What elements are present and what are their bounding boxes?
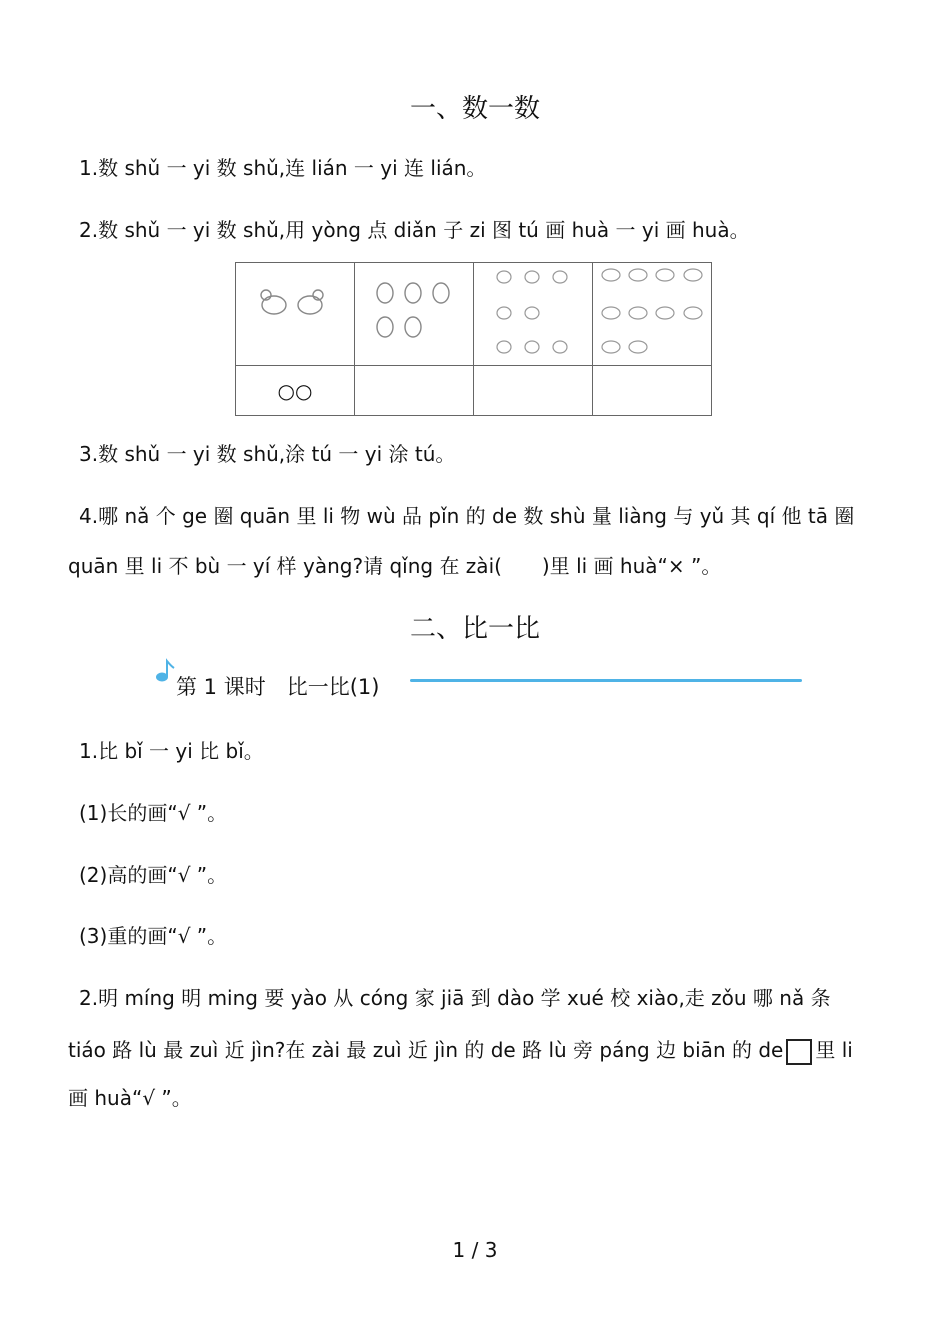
music-note-icon — [154, 658, 176, 684]
section1-title: 一、数一数 — [409, 94, 540, 124]
section2-title: 二、比一比 — [409, 614, 540, 644]
question-3: 3.数 shǔ 一 yi 数 shǔ,涂 tú 一 yi 涂 tú。 — [79, 442, 456, 466]
cows-picture — [474, 263, 592, 361]
counting-table — [235, 262, 712, 416]
question-4-line-1: 4.哪 nǎ 个 ge 圈 quān 里 li 物 wù 品 pǐn 的 de 数 shù 量 liàng 与 yǔ 其 qí 他 tā 圈 — [79, 504, 855, 528]
compare-question-1: 1.比 bǐ 一 yi 比 bǐ。 — [79, 739, 264, 763]
cows-picture-cell — [474, 263, 593, 366]
horses-picture — [593, 263, 711, 361]
answer-cell-3[interactable] — [474, 366, 593, 416]
question-1: 1.数 shǔ 一 yi 数 shǔ,连 lián 一 yi 连 lián。 — [79, 156, 487, 180]
compare-question-2-line-1: 2.明 míng 明 ming 要 yào 从 cóng 家 jiā 到 dào 学 xué 校 xiào,走 zǒu 哪 nǎ 条 — [79, 986, 831, 1010]
lesson-divider — [410, 679, 802, 682]
compare-item-tall: (2)高的画“√ ”。 — [79, 863, 228, 887]
compare-question-2-line-2 — [68, 1034, 853, 1065]
horses-picture-cell — [593, 263, 712, 366]
question-2-text-b: 里 li — [815, 1038, 853, 1062]
chicks-picture — [355, 263, 473, 361]
answer-box[interactable] — [786, 1039, 812, 1065]
page-number: 1 / 3 — [452, 1238, 498, 1262]
chicks-picture-cell — [355, 263, 474, 366]
compare-item-long: (1)长的画“√ ”。 — [79, 801, 228, 825]
answer-cell-1: ○○ — [236, 366, 355, 416]
answer-cell-2[interactable] — [355, 366, 474, 416]
question-2-text-a: tiáo 路 lù 最 zuì 近 jìn?在 zài 最 zuì 近 jìn 的 de 路 lù 旁 páng 边 biān 的 de — [68, 1038, 784, 1062]
question-2: 2.数 shǔ 一 yi 数 shǔ,用 yòng 点 diǎn 子 zi 图 tú 画 huà 一 yi 画 huà。 — [79, 218, 750, 242]
compare-question-2-line-3: 画 huà“√ ”。 — [68, 1086, 192, 1110]
lesson-heading: 第 1 课时 比一比(1) — [176, 675, 380, 699]
question-4-line-2: quān 里 li 不 bù 一 yí 样 yàng?请 qǐng 在 zài( )里 li 画 huà“× ”。 — [68, 554, 722, 578]
compare-item-heavy: (3)重的画“√ ”。 — [79, 924, 228, 948]
animals-picture-cell — [236, 263, 355, 366]
answer-cell-4[interactable] — [593, 366, 712, 416]
animals-picture — [236, 263, 354, 361]
